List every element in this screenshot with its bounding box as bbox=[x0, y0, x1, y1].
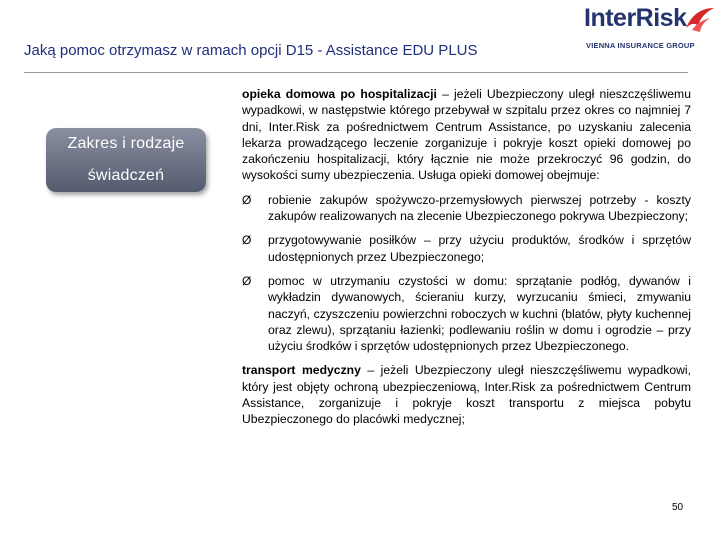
section-label-line2: świadczeń bbox=[87, 167, 165, 184]
page-number: 50 bbox=[672, 502, 684, 513]
list-item-text: robienie zakupów spożywczo-przemysłowych pierwszej potrzeby - koszty zakupów realizowanych na zlecenie Ubezpieczonego pokrywa Ubezpieczony; bbox=[268, 192, 691, 224]
list-item bbox=[242, 192, 691, 225]
logo-bird-icon bbox=[682, 4, 716, 38]
list-item-text: przygotowywanie posiłków – przy użyciu produktów, środków i sprzętów udostępnionych przez Ubezpieczonego; bbox=[268, 233, 691, 264]
logo-wordmark: InterRisk bbox=[584, 4, 687, 32]
list-item bbox=[242, 273, 691, 354]
medical-transport-text: – jeżeli Ubezpieczony uległ nieszczęśliwemu wypadkowi, który jest objęty ochroną ubezpieczeniową, Inter.Risk za pośrednictwem Centrum Assistance, zorganizuje i pokryje koszt transportu z miejsca pobytu Ubezpieczonego do placówki medycznej; bbox=[242, 363, 692, 427]
section-label-box bbox=[46, 128, 206, 192]
arrow-bullet-icon: Ø bbox=[242, 192, 252, 207]
arrow-bullet-icon: Ø bbox=[242, 233, 252, 248]
page-title: Jaką pomoc otrzymasz w ramach opcji D15 - Assistance EDU PLUS bbox=[24, 42, 478, 59]
home-care-heading: opieka domowa po hospitalizacji bbox=[242, 87, 437, 101]
header-divider bbox=[24, 72, 688, 73]
interrisk-logo bbox=[584, 4, 714, 54]
home-care-text: – jeżeli Ubezpieczony uległ nieszczęśliwemu wypadkowi, w następstwie którego przebywał w szpitalu przez okres co najmniej 7 dni, Inter.Risk za pośrednictwem Centrum Assistance, po uzyskaniu zalecenia lekarza prowadzącego leczenie zorganizuje i pokryje koszt opieki domowej po zakończeniu hospitalizacji, który łącznie nie może przekroczyć 96 godzin, do wysokości sumy ubezpieczenia. Usługa opieki domowej obejmuje: bbox=[242, 87, 691, 183]
arrow-bullet-icon: Ø bbox=[242, 273, 252, 288]
list-item-text: pomoc w utrzymaniu czystości w domu: sprzątanie podłóg, dywanów i wykładzin dywanowych, ścieraniu kurzy, wyrzucaniu śmieci, zmywaniu naczyń, czyszczeniu powierzchni roboczych w kuchni (blatów, płyty kuchennej oraz zlewu), sprzątaniu łazienki; podlewaniu roślin w domu i ogrodzie – przy użyciu środków i sprzętów udostępnionych przez Ubezpieczonego. bbox=[268, 273, 691, 354]
medical-transport-heading: transport medyczny bbox=[242, 363, 361, 378]
paragraph-home-care bbox=[242, 86, 691, 184]
content-body bbox=[242, 86, 691, 428]
section-label-line1: Zakres i rodzaje bbox=[67, 135, 185, 152]
home-care-list bbox=[242, 192, 691, 355]
list-item bbox=[242, 232, 691, 265]
logo-subtitle: VIENNA INSURANCE GROUP bbox=[586, 41, 695, 50]
paragraph-medical-transport bbox=[242, 362, 691, 427]
